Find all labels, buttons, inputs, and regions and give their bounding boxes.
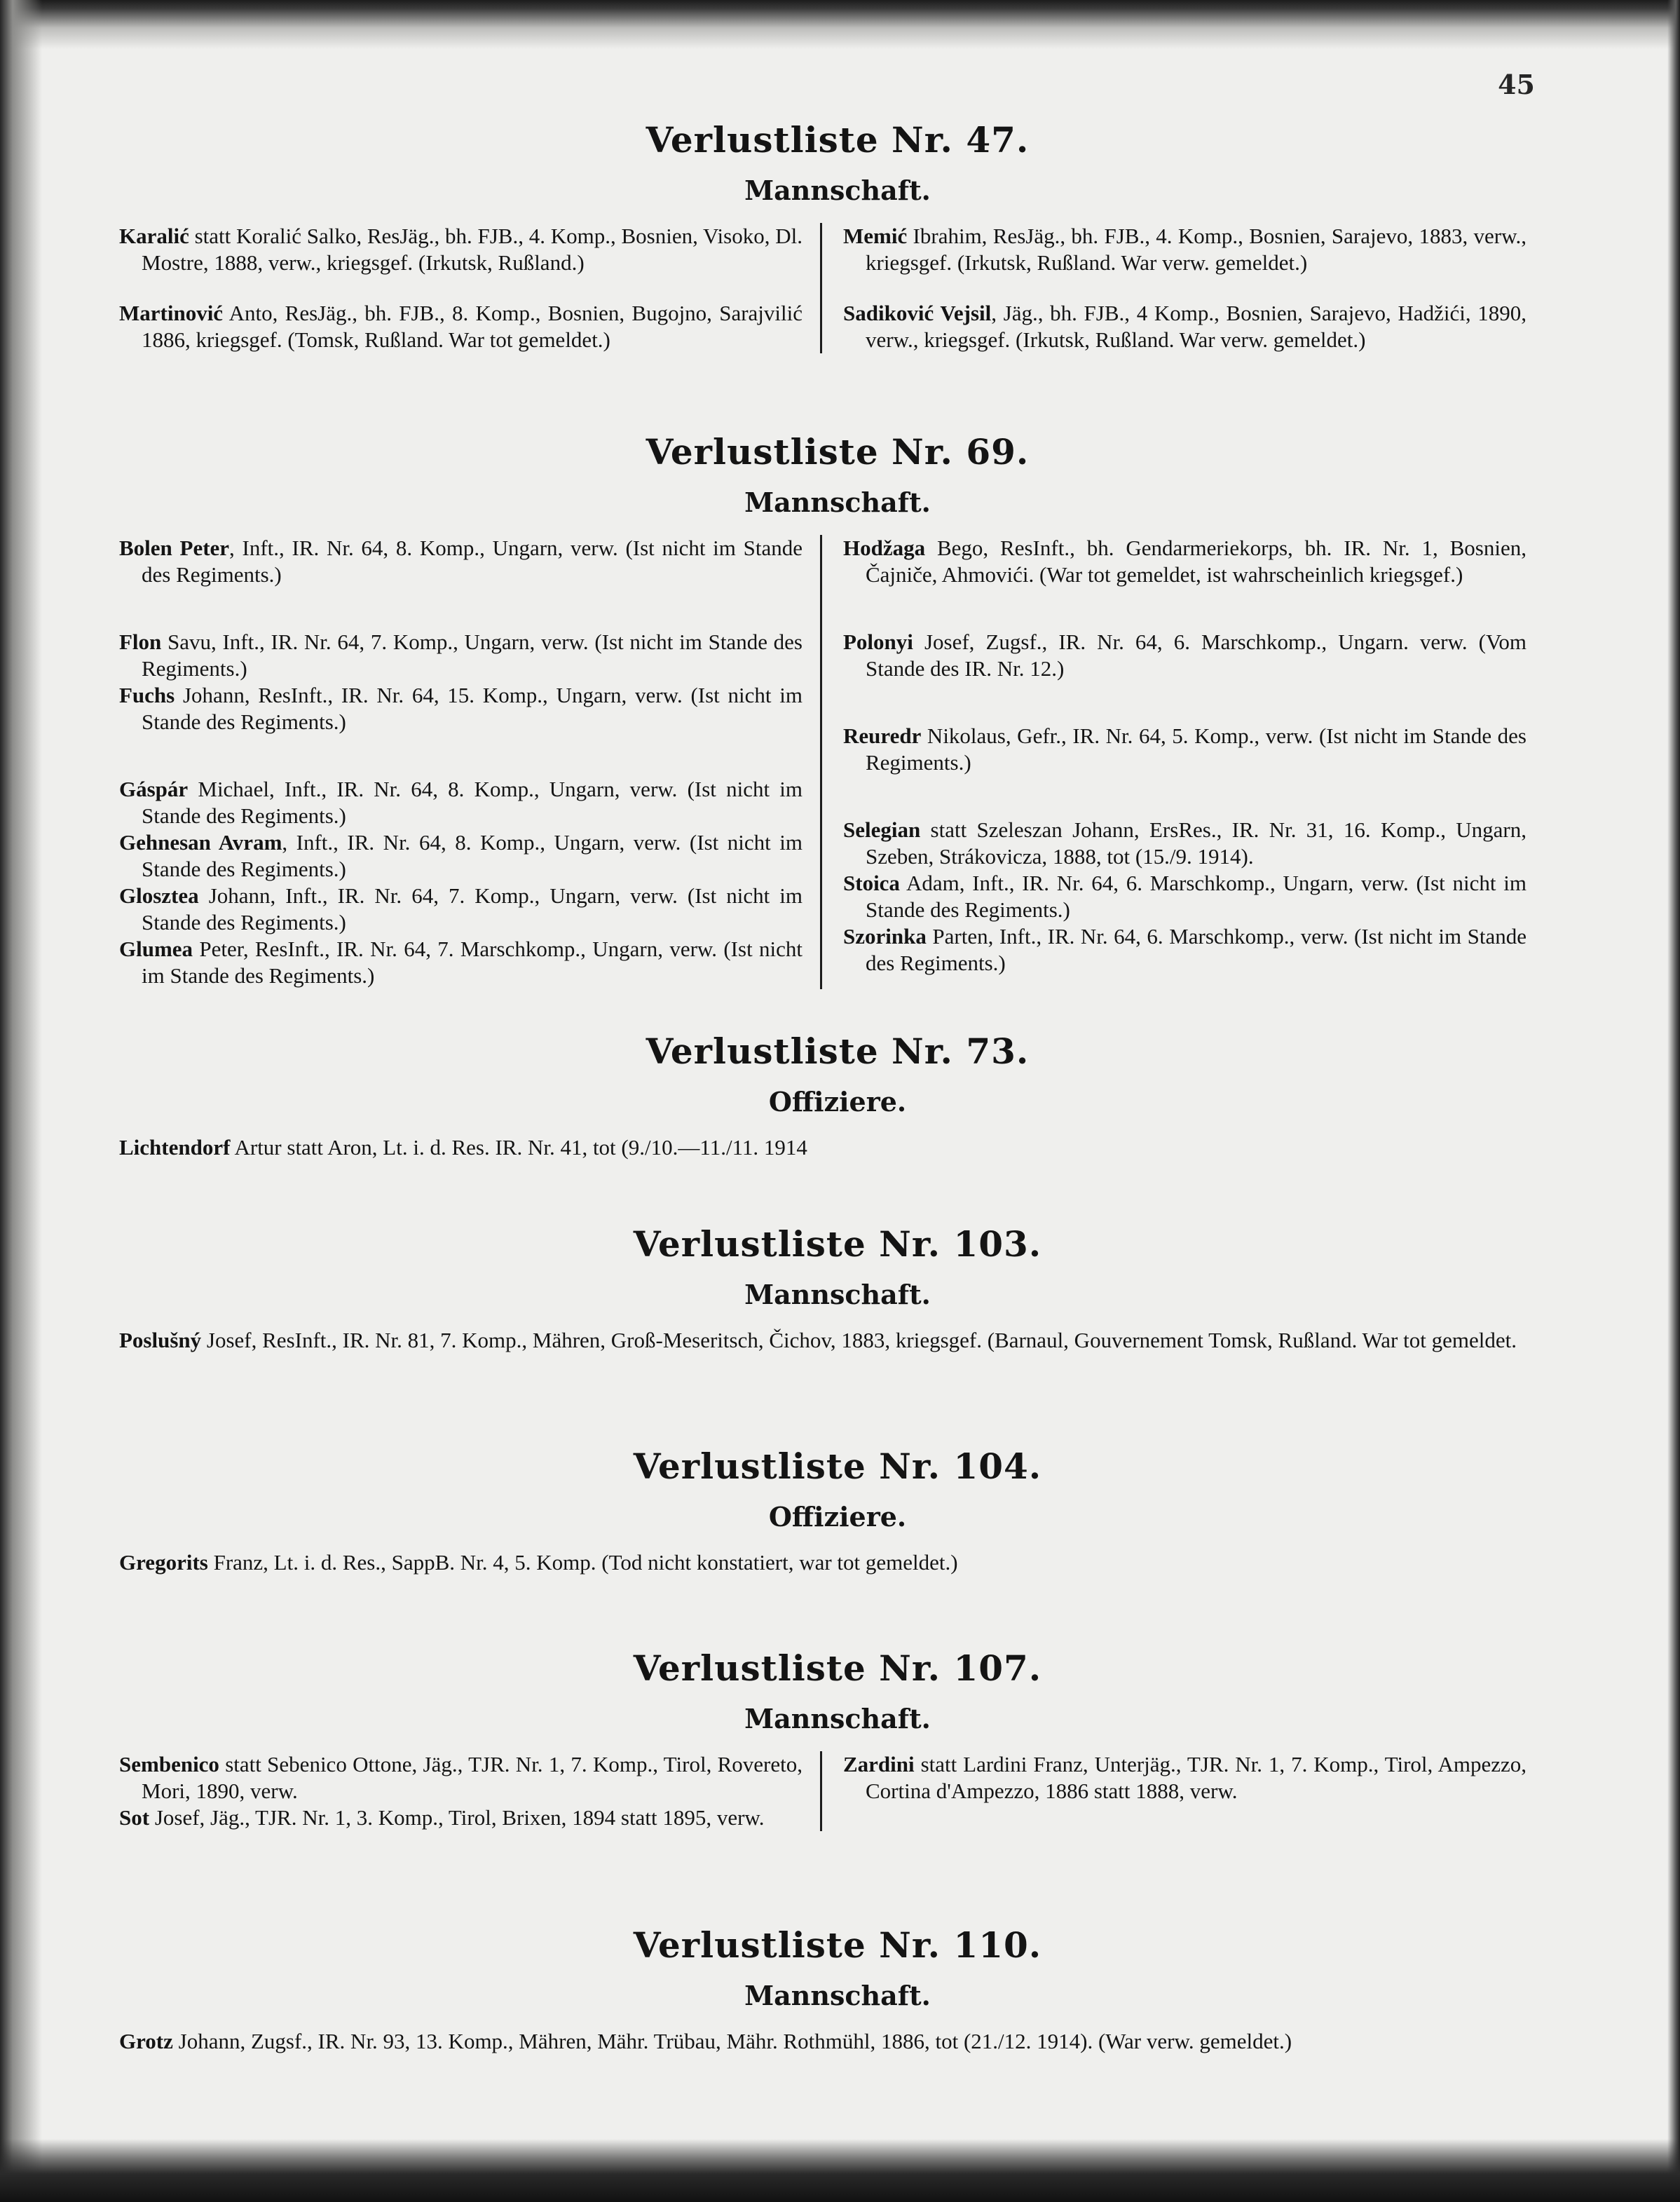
section-verlustliste-110 — [119, 1924, 1556, 2055]
section-subtitle: Offiziere. — [768, 1086, 907, 1117]
list-entry: Gregorits Franz, Lt. i. d. Res., SappB. Nr. 4, 5. Komp. (Tod nicht konstatiert, war tot gemeldet.) — [119, 1550, 958, 1575]
list-entry: Fuchs Johann, ResInft., IR. Nr. 64, 15. Komp., Ungarn, verw. (Ist nicht im Stande des Regiments.) — [119, 683, 803, 734]
scan-shadow-bottom — [0, 2139, 1680, 2202]
section-verlustliste-69 — [119, 431, 1556, 989]
section-verlustliste-73 — [119, 1031, 1556, 1161]
section-subtitle: Mannschaft. — [744, 1279, 931, 1310]
list-entry: Sot Josef, Jäg., TJR. Nr. 1, 3. Komp., Tirol, Brixen, 1894 statt 1895, verw. — [119, 1805, 765, 1830]
section-subtitle: Mannschaft. — [744, 1980, 931, 2011]
list-entry: Gáspár Michael, Inft., IR. Nr. 64, 8. Komp., Ungarn, verw. (Ist nicht im Stande des Regiments.) — [119, 777, 803, 828]
section-verlustliste-47 — [119, 119, 1556, 353]
list-entry: Szorinka Parten, Inft., IR. Nr. 64, 6. Marschkomp., verw. (Ist nicht im Stande des Regiments.) — [843, 924, 1527, 975]
list-entry: Sadiković Vejsil, Jäg., bh. FJB., 4 Komp., Bosnien, Sarajevo, Hadžići, 1890, verw., kriegsgef. (Irkutsk, Rußland. War verw. gemeldet.) — [843, 301, 1527, 352]
section-subtitle: Mannschaft. — [744, 1703, 931, 1734]
section-title: Verlustliste Nr. 69. — [646, 431, 1030, 473]
right-column — [822, 223, 1527, 353]
list-entry: Karalić statt Koralić Salko, ResJäg., bh. FJB., 4. Komp., Bosnien, Visoko, Dl. Mostre, 1888, verw., kriegsgef. (Irkutsk, Rußland.) — [119, 224, 803, 275]
section-verlustliste-107 — [119, 1647, 1556, 1831]
section-title: Verlustliste Nr. 107. — [633, 1647, 1042, 1689]
scan-shadow-right — [1667, 0, 1680, 2202]
two-column-list — [119, 535, 1556, 989]
section-title: Verlustliste Nr. 73. — [646, 1031, 1030, 1072]
list-entry: Poslušný Josef, ResInft., IR. Nr. 81, 7. Komp., Mähren, Groß-Meseritsch, Čichov, 1883, kriegsgef. (Barnaul, Gouvernement Tomsk, Rußland. War tot gemeldet. — [119, 1328, 1517, 1352]
left-column — [119, 1751, 822, 1831]
list-entry: Reuredr Nikolaus, Gefr., IR. Nr. 64, 5. Komp., verw. (Ist nicht im Stande des Regiments.) — [843, 723, 1527, 775]
left-column — [119, 535, 822, 989]
right-column — [822, 1751, 1527, 1831]
list-entry: Glumea Peter, ResInft., IR. Nr. 64, 7. Marschkomp., Ungarn, verw. (Ist nicht im Stande des Regiments.) — [119, 937, 803, 988]
section-subtitle: Mannschaft. — [744, 487, 931, 518]
list-entry: Flon Savu, Inft., IR. Nr. 64, 7. Komp., Ungarn, verw. (Ist nicht im Stande des Regiments.) — [119, 630, 803, 681]
section-title: Verlustliste Nr. 47. — [646, 119, 1030, 161]
list-entry: Sembenico statt Sebenico Ottone, Jäg., TJR. Nr. 1, 7. Komp., Tirol, Rovereto, Mori, 1890, verw. — [119, 1752, 803, 1803]
right-column — [822, 535, 1527, 989]
section-verlustliste-104 — [119, 1446, 1556, 1576]
list-entry: Selegian statt Szeleszan Johann, ErsRes., IR. Nr. 31, 16. Komp., Ungarn, Szeben, Strákovicza, 1888, tot (15./9. 1914). — [843, 817, 1527, 869]
list-entry: Hodžaga Bego, ResInft., bh. Gendarmeriekorps, bh. IR. Nr. 1, Bosnien, Čajniče, Ahmovići. (War tot gemeldet, ist wahrscheinlich kriegsgef.) — [843, 536, 1527, 587]
section-subtitle: Offiziere. — [768, 1501, 907, 1532]
list-entry: Stoica Adam, Inft., IR. Nr. 64, 6. Marschkomp., Ungarn, verw. (Ist nicht im Stande des Regiments.) — [843, 871, 1527, 922]
section-title: Verlustliste Nr. 110. — [633, 1924, 1042, 1966]
scan-shadow-left — [0, 0, 42, 2202]
section-subtitle: Mannschaft. — [744, 175, 931, 206]
scan-shadow-top — [0, 0, 1680, 49]
left-column — [119, 223, 822, 353]
list-entry: Polonyi Josef, Zugsf., IR. Nr. 64, 6. Marschkomp., Ungarn. verw. (Vom Stande des IR. Nr. 12.) — [843, 630, 1527, 681]
two-column-list — [119, 223, 1556, 353]
page-number: 45 — [1498, 69, 1535, 100]
list-entry: Martinović Anto, ResJäg., bh. FJB., 8. Komp., Bosnien, Bugojno, Sarajvilić 1886, kriegsgef. (Tomsk, Rußland. War tot gemeldet.) — [119, 301, 803, 352]
list-entry: Zardini statt Lardini Franz, Unterjäg., TJR. Nr. 1, 7. Komp., Tirol, Ampezzo, Cortina d'Ampezzo, 1886 statt 1888, verw. — [843, 1752, 1527, 1803]
list-entry: Bolen Peter, Inft., IR. Nr. 64, 8. Komp., Ungarn, verw. (Ist nicht im Stande des Regiments.) — [119, 536, 803, 587]
list-entry: Grotz Johann, Zugsf., IR. Nr. 93, 13. Komp., Mähren, Mähr. Trübau, Mähr. Rothmühl, 1886, tot (21./12. 1914). (War verw. gemeldet.) — [119, 2029, 1292, 2053]
list-entry: Gehnesan Avram, Inft., IR. Nr. 64, 8. Komp., Ungarn, verw. (Ist nicht im Stande des Regiments.) — [119, 830, 803, 881]
section-verlustliste-103 — [119, 1223, 1556, 1354]
list-entry: Lichtendorf Artur statt Aron, Lt. i. d. Res. IR. Nr. 41, tot (9./10.—11./11. 1914 — [119, 1135, 807, 1160]
list-entry: Memić Ibrahim, ResJäg., bh. FJB., 4. Komp., Bosnien, Sarajevo, 1883, verw., kriegsgef. (Irkutsk, Rußland. War verw. gemeldet.) — [843, 224, 1527, 275]
section-title: Verlustliste Nr. 103. — [633, 1223, 1042, 1265]
list-entry: Glosztea Johann, Inft., IR. Nr. 64, 7. Komp., Ungarn, verw. (Ist nicht im Stande des Regiments.) — [119, 883, 803, 935]
two-column-list — [119, 1751, 1556, 1831]
section-title: Verlustliste Nr. 104. — [633, 1446, 1042, 1487]
